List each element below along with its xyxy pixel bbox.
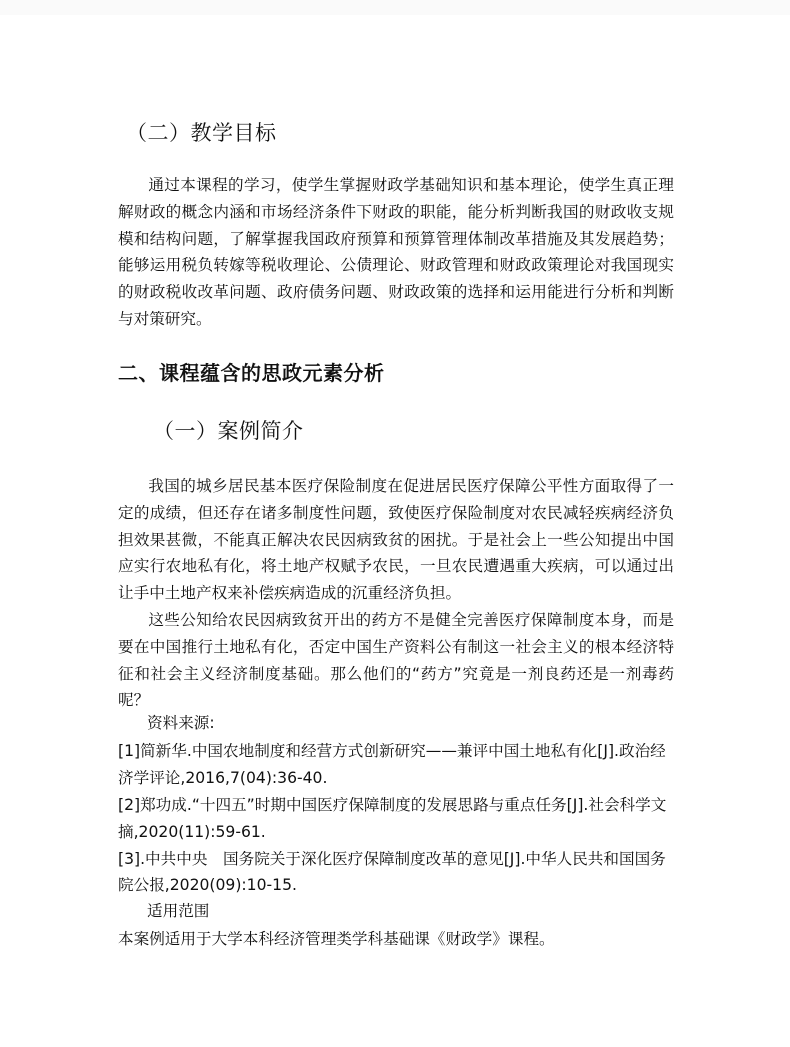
- heading-teaching-goal: （二）教学目标: [126, 121, 277, 145]
- heading-analysis: 二、课程蕴含的思政元素分析: [118, 361, 385, 385]
- teaching-goal-text: 通过本课程的学习，使学生掌握财政学基础知识和基本理论，使学生真正理解财政的概念内涵和市场经济条件下财政的职能，能分析判断我国的财政收支规模和结构问题，了解掌握我国政府预算和预算管理体制改革措施及其发展趋势；能够运用税负转嫁等税收理论、公债理论、财政管理和财政政策理论对我国现实的财政税收改革问题、政府债务问题、财政政策的选择和运用能进行分析和判断与对策研究。: [118, 176, 674, 328]
- reference-2-line-2: 摘,2020(11):59-61.: [118, 823, 266, 841]
- teaching-goal-paragraph: [118, 172, 674, 333]
- heading-case-intro: （一）案例简介: [153, 419, 304, 443]
- case-paragraph-1: [118, 473, 674, 607]
- reference-2-line-1: [2]郑功成.“十四五”时期中国医疗保障制度的发展思路与重点任务[J].社会科学文: [118, 796, 667, 814]
- top-strip: [0, 0, 790, 15]
- reference-1-line-2: 济学评论,2016,7(04):36-40.: [118, 769, 328, 787]
- case-paragraph-2-text: 这些公知给农民因病致贫开出的药方不是健全完善医疗保障制度本身，而是要在中国推行土地私有化，否定中国生产资料公有制这一社会主义的根本经济特征和社会主义经济制度基础。那么他们的“药方”究竟是一剂良药还是一剂毒药呢？: [118, 611, 674, 710]
- scope-text: 本案例适用于大学本科经济管理类学科基础课《财政学》课程。: [118, 930, 555, 948]
- reference-3-line-1: [3].中共中央 国务院关于深化医疗保障制度改革的意见[J].中华人民共和国国务: [118, 850, 666, 868]
- reference-3-line-2: 院公报,2020(09):10-15.: [118, 876, 297, 894]
- case-paragraph-1-text: 我国的城乡居民基本医疗保险制度在促进居民医疗保障公平性方面取得了一定的成绩，但还存在诸多制度性问题，致使医疗保险制度对农民减轻疾病经济负担效果甚微，不能真正解决农民因病致贫的困扰。于是社会上一些公知提出中国应实行农地私有化，将土地产权赋予农民，一旦农民遭遇重大疾病，可以通过出让手中土地产权来补偿疾病造成的沉重经济负担。: [118, 477, 674, 603]
- scope-label: 适用范围: [147, 902, 210, 920]
- case-paragraph-2: [118, 607, 674, 714]
- reference-1-line-1: [1]简新华.中国农地制度和经营方式创新研究——兼评中国土地私有化[J].政治经: [118, 742, 666, 760]
- sources-label: 资料来源:: [147, 714, 215, 732]
